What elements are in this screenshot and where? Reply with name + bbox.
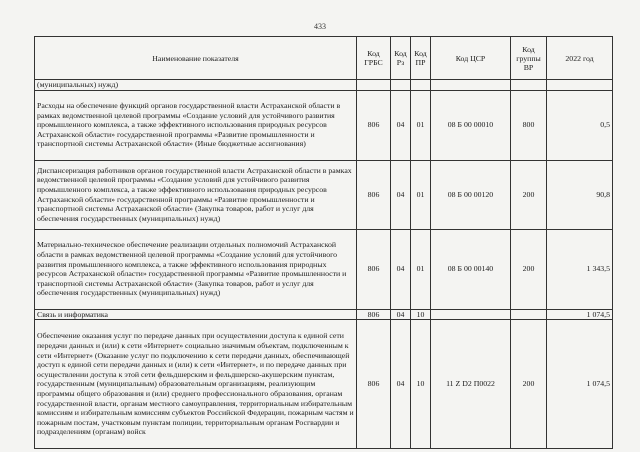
cell-grbs: 806 [357, 320, 391, 449]
cell-pr: 01 [411, 229, 431, 309]
budget-table [34, 36, 613, 449]
cell-grbs: 806 [357, 160, 391, 229]
cell-rz: 04 [391, 160, 411, 229]
cell-grbs: 806 [357, 309, 391, 320]
cell-vr [511, 80, 547, 91]
cell-amount [547, 80, 613, 91]
cell-vr: 200 [511, 160, 547, 229]
cell-grbs [357, 80, 391, 91]
table-row [35, 80, 613, 91]
cell-vr: 200 [511, 320, 547, 449]
cell-rz: 04 [391, 229, 411, 309]
cell-amount: 0,5 [547, 90, 613, 160]
cell-amount: 90,8 [547, 160, 613, 229]
cell-rz: 04 [391, 309, 411, 320]
header-csr: Код ЦСР [431, 37, 511, 80]
cell-csr: 08 Б 00 00010 [431, 90, 511, 160]
header-rz: Код Рз [391, 37, 411, 80]
cell-pr: 10 [411, 320, 431, 449]
header-name: Наименование показателя [35, 37, 357, 80]
cell-name: Диспансеризация работников органов государственной власти Астраханской области в рамках ведомственной целевой программы «Создание условий для устойчивого развития промышленного комплекса, а также эффективного использования природных ресурсов Астраханской области» государственной программы «Развитие промышленности и транспортной системы Астраханской области» (Закупка товаров, работ и услуг для обеспечения государственных (муниципальных) нужд) [35, 160, 357, 229]
cell-rz: 04 [391, 320, 411, 449]
cell-csr: 08 Б 00 00120 [431, 160, 511, 229]
cell-amount: 1 074,5 [547, 309, 613, 320]
cell-name: Расходы на обеспечение функций органов государственной власти Астраханской области в рамках ведомственной целевой программы «Создание условий для устойчивого развития промышленного комплекса, а также эффективного использования природных ресурсов Астраханской области» государственной программы «Развитие промышленности и транспортной системы Астраханской области» (Иные бюджетные ассигнования) [35, 90, 357, 160]
cell-rz [391, 80, 411, 91]
cell-vr: 200 [511, 229, 547, 309]
header-year: 2022 год [547, 37, 613, 80]
table-row [35, 320, 613, 449]
header-pr: Код ПР [411, 37, 431, 80]
table-row [35, 160, 613, 229]
cell-pr: 10 [411, 309, 431, 320]
cell-csr: 08 Б 00 00140 [431, 229, 511, 309]
cell-csr [431, 80, 511, 91]
cell-name: Материально-техническое обеспечение реализации отдельных полномочий Астраханской области в рамках ведомственной целевой программы «Создание условий для устойчивого развития промышленного комплекса, а также эффективного использования природных ресурсов Астраханской области» государственной программы «Развитие промышленности и транспортной системы Астраханской области» (Закупка товаров, работ и услуг для обеспечения государственных (муниципальных) нужд) [35, 229, 357, 309]
cell-pr [411, 80, 431, 91]
table-row [35, 229, 613, 309]
cell-amount: 1 343,5 [547, 229, 613, 309]
cell-name: (муниципальных) нужд) [35, 80, 357, 91]
cell-grbs: 806 [357, 229, 391, 309]
cell-name: Связь и информатика [35, 309, 357, 320]
cell-name: Обеспечение оказания услуг по передаче данных при осуществлении доступа к единой сети передачи данных и (или) к сети «Интернет» социально значимым объектам, подключенным к сети «Интернет» (Оказание услуг по подключению к сети передачи данных, обеспечивающей доступ к единой сети передачи данных и (или) к сети «Интернет», и по передаче данных при осуществлении доступа к этой сети фельдшерским и фельдшерско-акушерским пунктам, государственным (муниципальным) образовательным организациям, реализующим программы общего образования и (или) среднего профессионального образования, органам государственной власти, органам местного самоуправления, территориальным избирательным комиссиям и избирательным комиссиям субъектов Российской Федерации, пожарным частям и пожарным постам, участковым пунктам полиции, территориальным органам Росгвардии и подразделениям (органам) войск [35, 320, 357, 449]
cell-csr: 11 Z D2 П0022 [431, 320, 511, 449]
cell-rz: 04 [391, 90, 411, 160]
cell-amount: 1 074,5 [547, 320, 613, 449]
table-row [35, 309, 613, 320]
cell-vr [511, 309, 547, 320]
header-grbs: Код ГРБС [357, 37, 391, 80]
table-header-row [35, 37, 613, 80]
table-row [35, 90, 613, 160]
header-vr: Код группы ВР [511, 37, 547, 80]
cell-grbs: 806 [357, 90, 391, 160]
cell-pr: 01 [411, 160, 431, 229]
cell-vr: 800 [511, 90, 547, 160]
cell-pr: 01 [411, 90, 431, 160]
page-number: 433 [314, 22, 326, 31]
cell-csr [431, 309, 511, 320]
